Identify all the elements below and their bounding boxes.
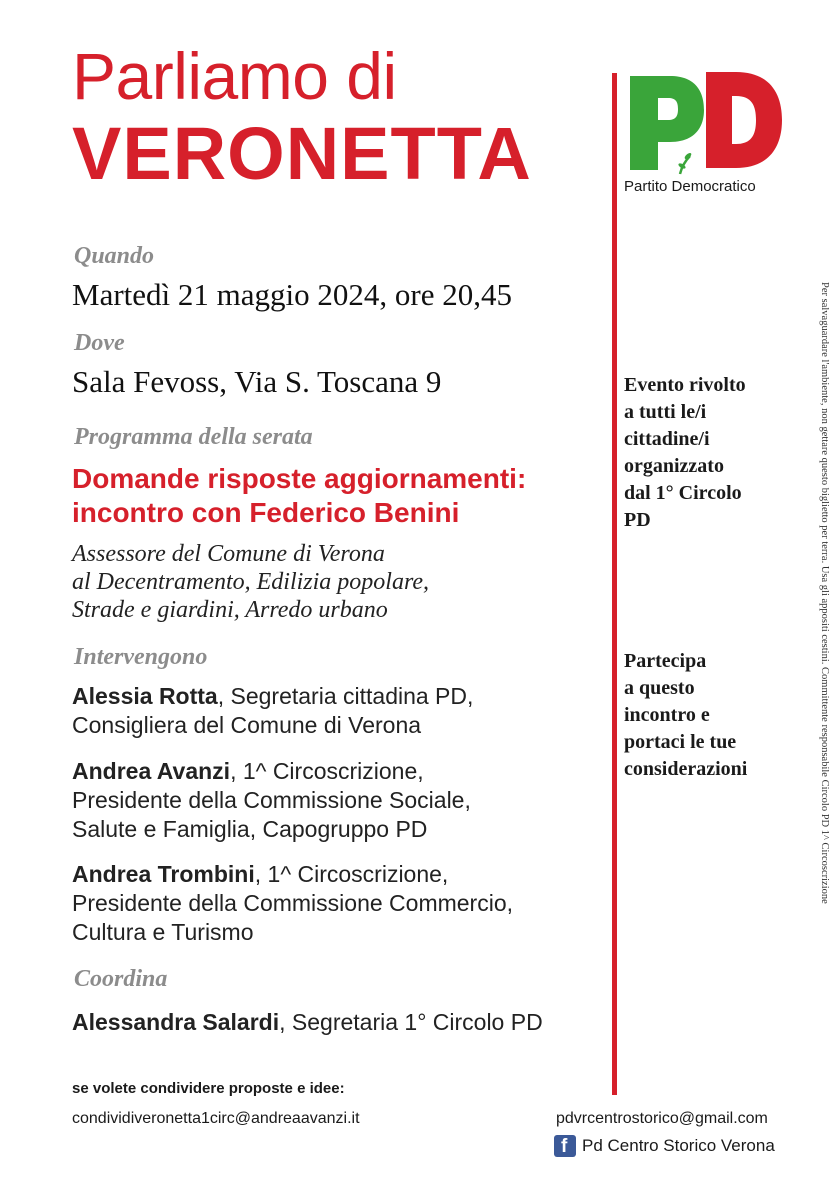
coordinator-name: Alessandra Salardi <box>72 1009 280 1035</box>
sidebar-note-line: Evento rivolto <box>624 374 746 396</box>
sidebar-event-note <box>624 372 804 534</box>
speaker-name: Alessia Rotta <box>72 683 218 709</box>
program-desc-line-1: Assessore del Comune di Verona <box>72 541 385 567</box>
title-line-2: VERONETTA <box>72 112 532 195</box>
sidebar-note-line: portaci le tue <box>624 731 737 753</box>
sidebar-note-line: cittadine/i <box>624 428 710 450</box>
sidebar-note-line: dal 1° Circolo <box>624 482 742 504</box>
program-title-line-1: Domande risposte aggiornamenti: <box>72 463 527 494</box>
speaker-role: , Segretaria cittadina PD, <box>217 683 474 709</box>
speakers-label: Intervengono <box>74 644 208 670</box>
program-title-line-2: incontro con Federico Benini <box>72 497 460 528</box>
program-desc-line-2: al Decentramento, Edilizia popolare, <box>72 569 430 595</box>
coordinator-label: Coordina <box>74 966 168 992</box>
sidebar-participate-note <box>624 648 804 783</box>
logo-letter-d <box>706 72 782 168</box>
facebook-label: Pd Centro Storico Verona <box>582 1136 775 1155</box>
when-value: Martedì 21 maggio 2024, ore 20,45 <box>72 277 512 312</box>
speaker-name: Andrea Trombini <box>72 861 255 887</box>
where-value: Sala Fevoss, Via S. Toscana 9 <box>72 364 442 399</box>
facebook-icon <box>554 1135 576 1157</box>
speaker-name: Andrea Avanzi <box>72 758 231 784</box>
facebook-link[interactable] <box>554 1134 775 1158</box>
contact-email-link[interactable]: pdvrcentrostorico@gmail.com <box>556 1110 768 1127</box>
speaker-entry <box>72 757 471 844</box>
where-label: Dove <box>74 330 125 356</box>
speaker-entry <box>72 682 473 740</box>
sidebar-note-line: a questo <box>624 677 695 699</box>
sidebar-note-line: incontro e <box>624 704 710 726</box>
speaker-role: , 1^ Circoscrizione, <box>254 861 449 887</box>
vertical-legal-note: Per salvaguardare l'ambiente, non gettare questo biglietto per terra. Usa gli appositi cestini. Committente responsabile Circolo PD 1^ Circoscrizione <box>819 282 830 904</box>
speaker-role: , 1^ Circoscrizione, <box>230 758 424 784</box>
speaker-role-line: Cultura e Turismo <box>72 919 254 945</box>
share-heading: se volete condividere proposte e idee: <box>72 1080 345 1097</box>
share-email-link[interactable]: condividiveronetta1circ@andreaavanzi.it <box>72 1110 360 1127</box>
vertical-divider <box>612 73 617 1095</box>
sidebar-note-line: PD <box>624 509 651 531</box>
program-label: Programma della serata <box>74 424 313 450</box>
sidebar-note-line: a tutti le/i <box>624 401 707 423</box>
logo-caption: Partito Democratico <box>624 178 756 195</box>
speaker-role-line: Presidente della Commissione Commercio, <box>72 890 513 916</box>
coordinator-entry <box>72 1008 543 1037</box>
sidebar-note-line: considerazioni <box>624 758 748 780</box>
coordinator-role: , Segretaria 1° Circolo PD <box>279 1009 543 1035</box>
speaker-entry <box>72 860 513 947</box>
speaker-role-line: Consigliera del Comune di Verona <box>72 712 422 738</box>
speaker-role-line: Salute e Famiglia, Capogruppo PD <box>72 816 428 842</box>
logo-letter-p <box>630 76 704 170</box>
sidebar-note-line: organizzato <box>624 455 724 477</box>
program-desc-line-3: Strade e giardini, Arredo urbano <box>72 597 388 623</box>
title-line-1: Parliamo di <box>72 39 397 113</box>
speaker-role-line: Presidente della Commissione Sociale, <box>72 787 471 813</box>
when-label: Quando <box>74 243 155 269</box>
sidebar-note-line: Partecipa <box>624 650 707 672</box>
